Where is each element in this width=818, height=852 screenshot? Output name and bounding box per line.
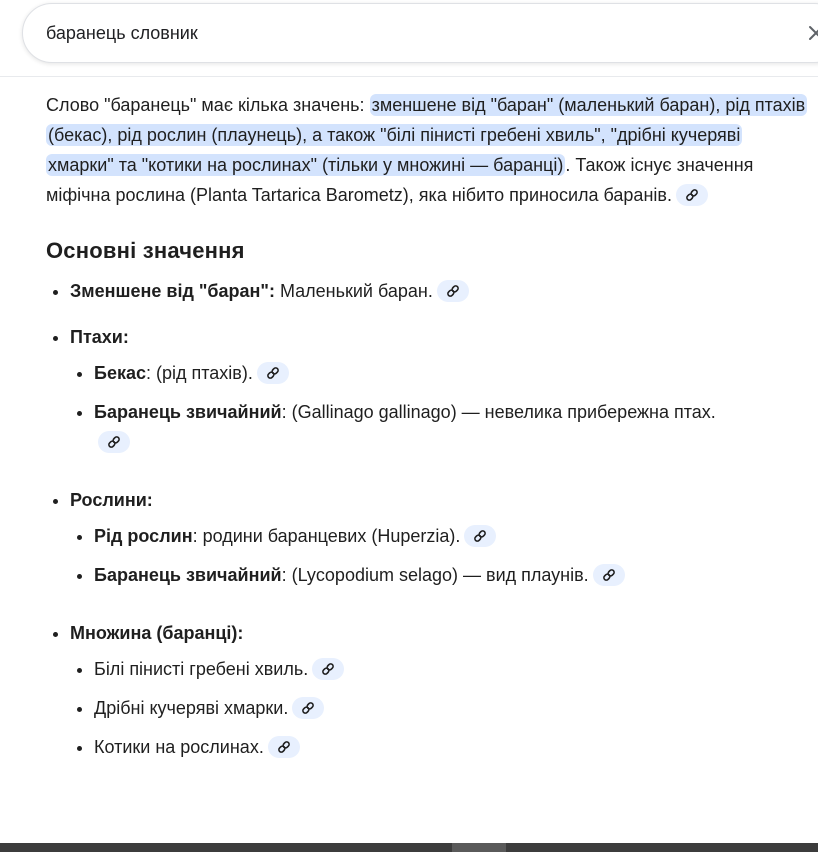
clear-search-button[interactable] [805,22,818,44]
list-item [70,322,806,457]
search-header [0,0,818,77]
ai-overview [46,90,806,778]
source-link-button[interactable] [268,736,300,758]
intro-paragraph [46,90,806,210]
search-box[interactable] [22,3,818,63]
sub-item-text: Дрібні кучеряві хмарки. [94,698,289,718]
scroll-indicator [452,843,506,852]
source-link-button[interactable] [98,431,130,453]
meanings-list [46,276,806,762]
highlighted-text: зменшене від "баран" (маленький баран), рід птахів (бекас), рід рослин (плаунець), а також "білі пінисті гребені хвиль", "дрібні кучеряві хмарки" та "котики на рослинах" (тільки у множині — баранці) [48,95,806,175]
sub-item-text: Котики на рослинах. [94,737,264,757]
link-icon [685,188,699,202]
sub-item-label: Баранець звичайний [94,565,282,585]
sub-list-item [94,560,806,590]
sub-list-item [94,521,806,551]
sub-list [70,654,806,762]
sub-list [70,521,806,590]
source-link-button[interactable] [437,280,469,302]
bottom-edge-bar [0,843,818,852]
item-text: Маленький баран. [274,281,433,301]
sub-list-item [94,358,806,388]
source-link-button[interactable] [257,362,289,384]
sub-list [70,358,806,457]
sub-item-text: : родини баранцевих (Huperzia). [192,526,461,546]
sub-list-item [94,732,806,762]
link-icon [602,568,616,582]
link-icon [277,740,291,754]
close-icon [808,25,818,41]
sub-list-item [94,397,734,457]
item-label: Птахи: [70,327,129,347]
list-item [70,276,806,306]
sub-item-text: : (Gallinago gallinago) — невелика прибережна птах. [281,402,716,422]
sub-list-item [94,693,806,723]
link-icon [301,701,315,715]
intro-text-continued: . Також існує значення міфічна рослина (Planta Tartarica Barometz), яка нібито приносила баранів. [46,155,754,205]
sub-item-label: Рід рослин [94,526,193,546]
sub-item-text: : (Lycopodium selago) — вид плаунів. [281,565,589,585]
source-link-button[interactable] [676,184,708,206]
item-label: Зменшене від "баран": [70,281,275,301]
item-label: Множина (баранці): [70,623,244,643]
list-item [70,485,806,590]
source-link-button[interactable] [593,564,625,586]
sub-item-text: Білі пінисті гребені хвиль. [94,659,309,679]
link-icon [266,366,280,380]
list-item [70,618,806,762]
source-link-button[interactable] [292,697,324,719]
sub-list-item [94,654,806,684]
sub-item-label: Баранець звичайний [94,402,282,422]
link-icon [446,284,460,298]
item-label: Рослини: [70,490,153,510]
source-link-button[interactable] [312,658,344,680]
link-icon [473,529,487,543]
sub-item-text: : (рід птахів). [145,363,253,383]
search-input[interactable] [46,19,746,47]
sub-item-label: Бекас [94,363,146,383]
intro-text: Слово "баранець" має кілька значень: [46,95,370,115]
section-heading [46,236,806,266]
section-heading-text: Основні значення [46,238,245,263]
source-link-button[interactable] [464,525,496,547]
link-icon [321,662,335,676]
link-icon [107,435,121,449]
